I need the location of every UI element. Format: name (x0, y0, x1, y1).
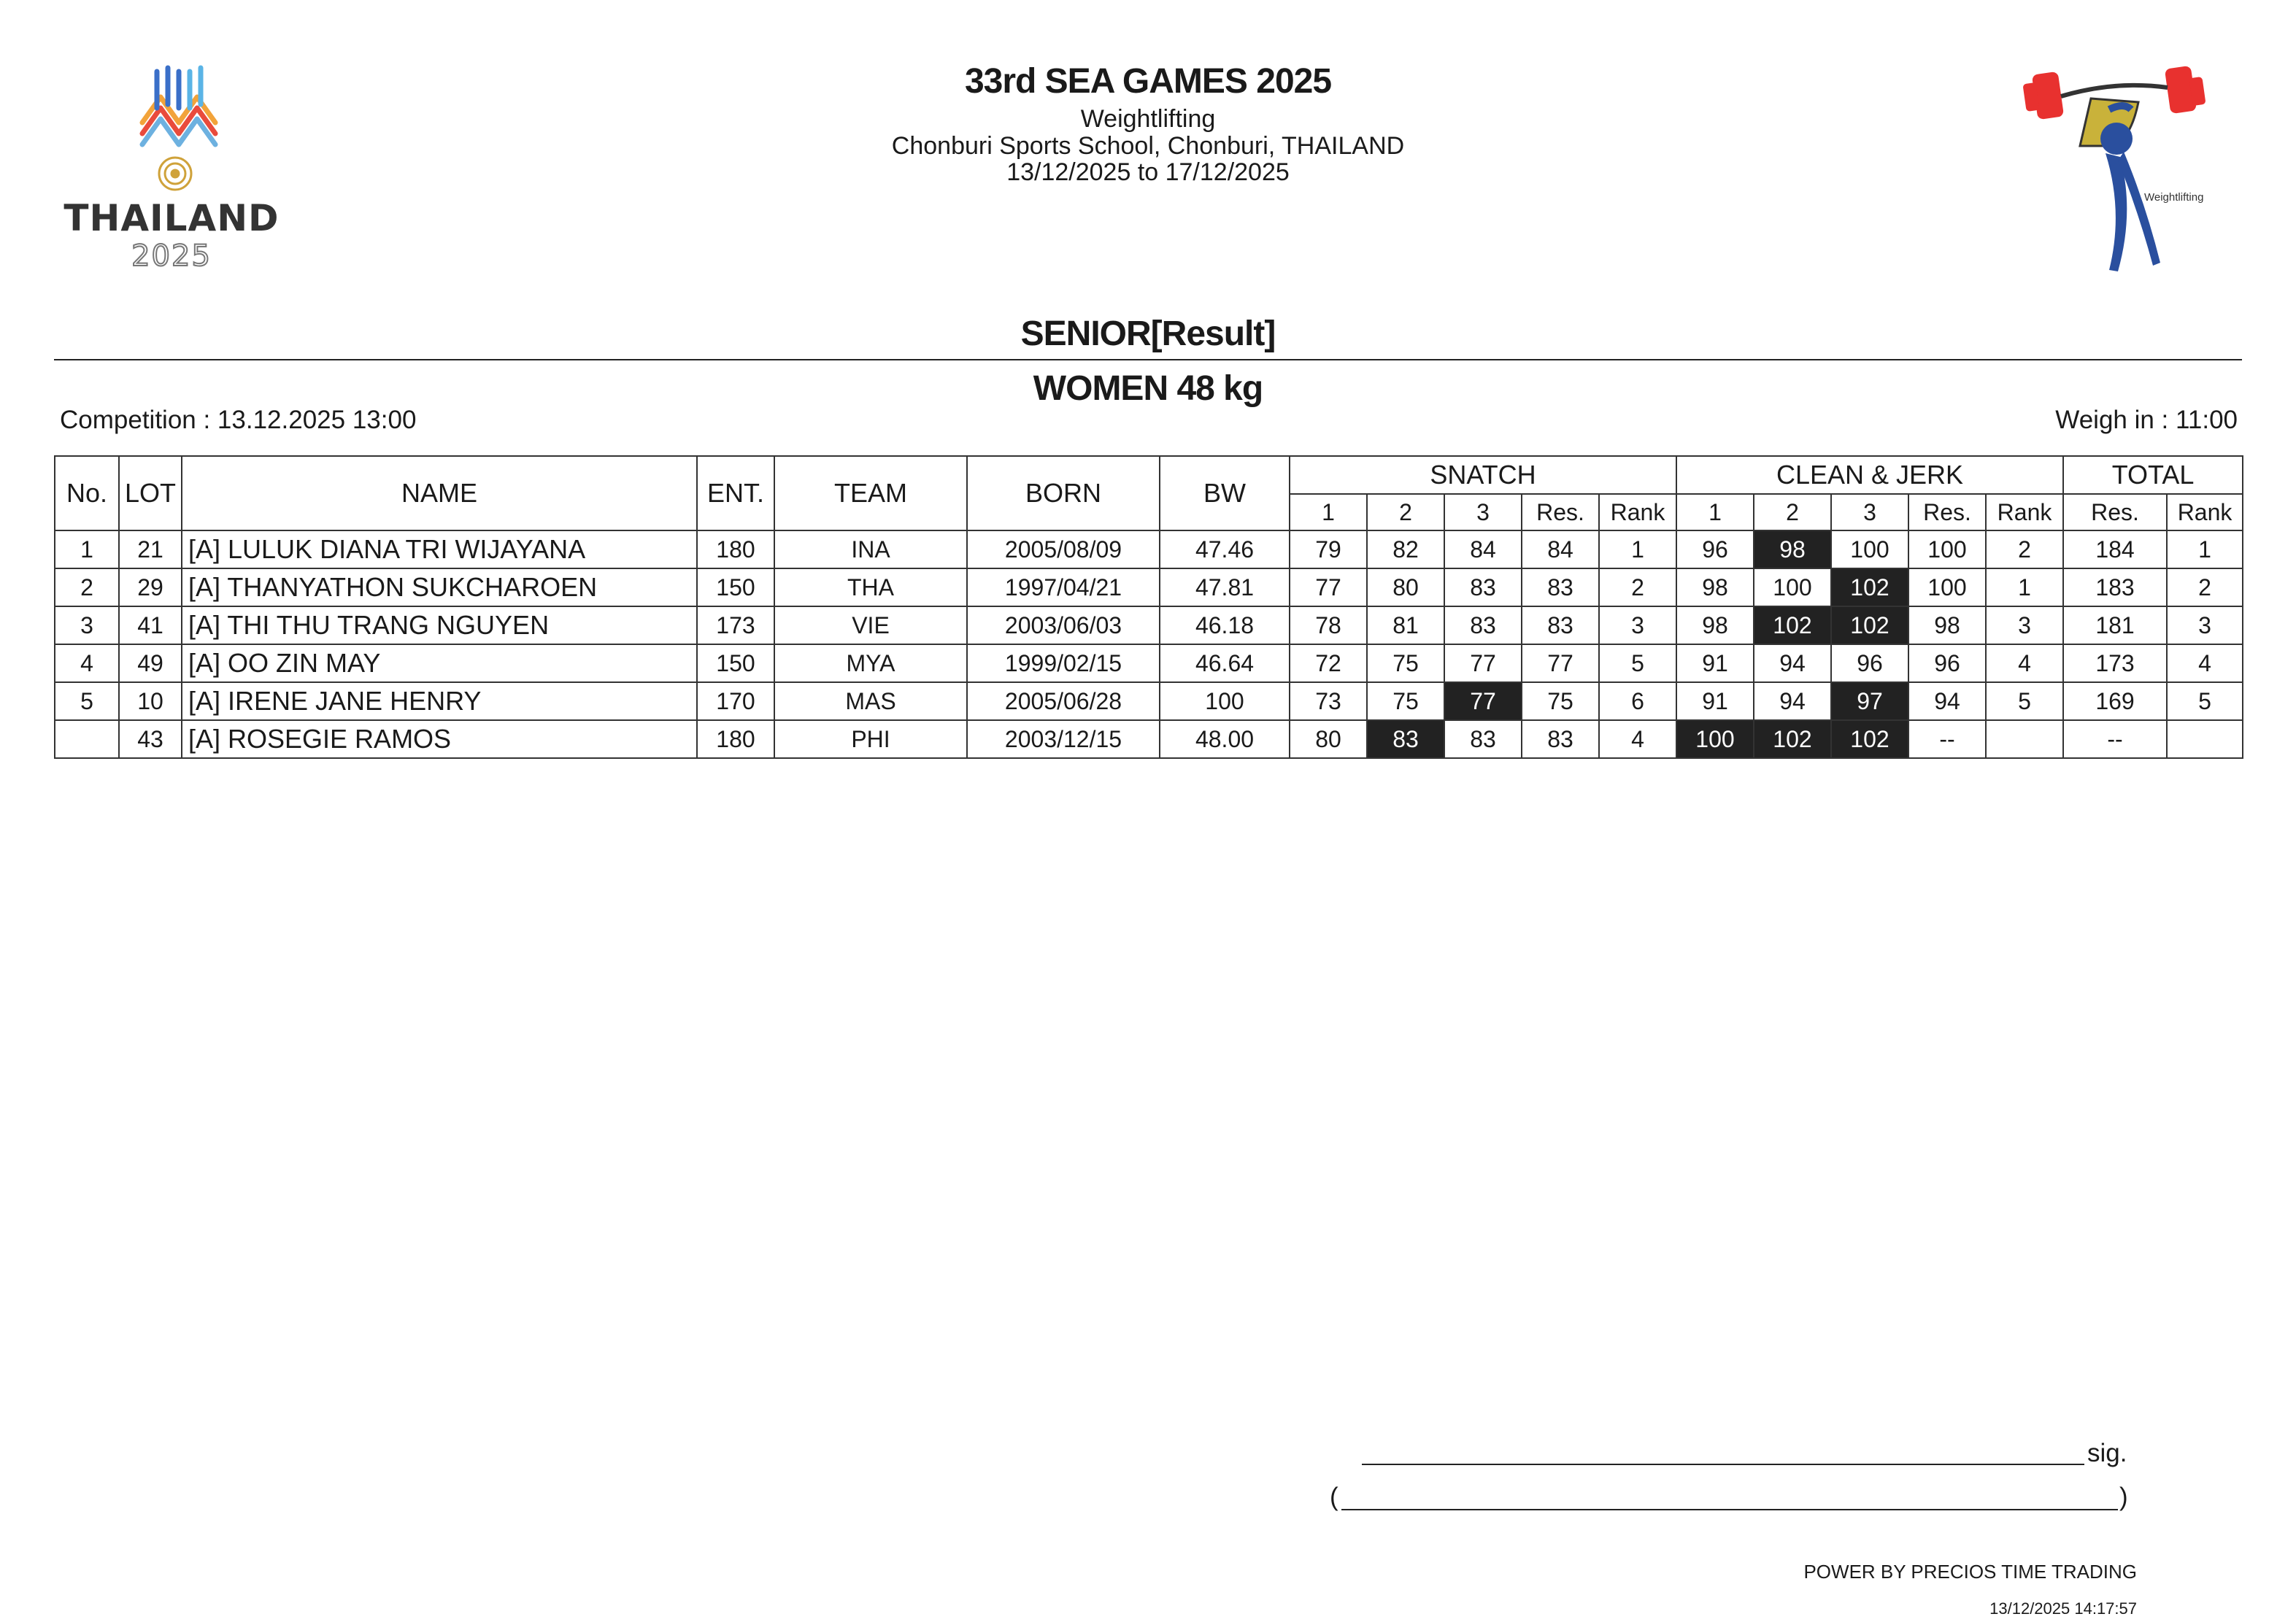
cell-cj-res: 98 (1908, 606, 1986, 644)
cell-team: PHI (774, 720, 967, 758)
col-header-cj-2: 2 (1754, 494, 1831, 530)
cell-lot: 10 (119, 682, 182, 720)
cell-snatch-2: 83 (1367, 720, 1444, 758)
cell-snatch-1: 72 (1290, 644, 1367, 682)
results-table (54, 455, 2243, 759)
competition-time: Competition : 13.12.2025 13:00 (60, 406, 417, 434)
header-divider (54, 359, 2242, 360)
cell-total-res: 181 (2063, 606, 2167, 644)
cell-ent: 180 (697, 720, 774, 758)
event-title: 33rd SEA GAMES 2025 (964, 62, 1332, 101)
cell-snatch-3: 84 (1444, 530, 1522, 568)
cell-cj-2: 98 (1754, 530, 1831, 568)
cell-snatch-2: 75 (1367, 644, 1444, 682)
col-header-snatch-2: 2 (1367, 494, 1444, 530)
col-header-total-rank: Rank (2167, 494, 2243, 530)
cell-cj-res: -- (1908, 720, 1986, 758)
event-dates: 13/12/2025 to 17/12/2025 (1006, 158, 1290, 186)
table-row (55, 530, 2243, 568)
cell-team: THA (774, 568, 967, 606)
cell-cj-rank: 1 (1986, 568, 2063, 606)
col-header-no: No. (55, 456, 119, 530)
cell-name: [A] ROSEGIE RAMOS (182, 720, 697, 758)
cell-cj-3: 102 (1831, 568, 1908, 606)
logo-country-text: THAILAND (63, 197, 280, 239)
cell-cj-1: 98 (1676, 606, 1754, 644)
signature-line (1362, 1464, 2084, 1465)
col-header-born: BORN (967, 456, 1160, 530)
col-group-total: TOTAL (2063, 456, 2243, 494)
cell-snatch-1: 79 (1290, 530, 1367, 568)
cell-cj-rank: 4 (1986, 644, 2063, 682)
cell-cj-2: 102 (1754, 606, 1831, 644)
cell-total-rank: 1 (2167, 530, 2243, 568)
col-group-clean-jerk: CLEAN & JERK (1676, 456, 2063, 494)
signature-label: sig. (2087, 1439, 2127, 1467)
cell-cj-1: 100 (1676, 720, 1754, 758)
cell-cj-1: 98 (1676, 568, 1754, 606)
cell-lot: 29 (119, 568, 182, 606)
cell-name: [A] THI THU TRANG NGUYEN (182, 606, 697, 644)
cell-snatch-rank: 3 (1599, 606, 1676, 644)
cell-total-rank: 2 (2167, 568, 2243, 606)
cell-ent: 150 (697, 568, 774, 606)
cell-bw: 47.46 (1160, 530, 1290, 568)
logo-weightlifting-text: Weightlifting (2144, 191, 2204, 204)
cell-total-res: -- (2063, 720, 2167, 758)
cell-cj-res: 100 (1908, 568, 1986, 606)
cell-bw: 100 (1160, 682, 1290, 720)
cell-snatch-1: 73 (1290, 682, 1367, 720)
cell-bw: 47.81 (1160, 568, 1290, 606)
cell-ent: 173 (697, 606, 774, 644)
col-header-cj-1: 1 (1676, 494, 1754, 530)
weigh-in-time: Weigh in : 11:00 (2055, 406, 2238, 434)
col-header-ent: ENT. (697, 456, 774, 530)
cell-name: [A] LULUK DIANA TRI WIJAYANA (182, 530, 697, 568)
col-header-lot: LOT (119, 456, 182, 530)
cell-cj-rank: 2 (1986, 530, 2063, 568)
cell-snatch-1: 77 (1290, 568, 1367, 606)
cell-total-rank (2167, 720, 2243, 758)
cell-snatch-rank: 1 (1599, 530, 1676, 568)
cell-cj-res: 96 (1908, 644, 1986, 682)
cell-lot: 21 (119, 530, 182, 568)
cell-snatch-res: 84 (1522, 530, 1599, 568)
cell-born: 1999/02/15 (967, 644, 1160, 682)
cell-ent: 150 (697, 644, 774, 682)
cell-cj-res: 100 (1908, 530, 1986, 568)
cell-snatch-1: 78 (1290, 606, 1367, 644)
cell-total-res: 183 (2063, 568, 2167, 606)
cell-team: VIE (774, 606, 967, 644)
logo-year-text: 2025 (131, 239, 212, 273)
cell-total-res: 173 (2063, 644, 2167, 682)
col-header-name: NAME (182, 456, 697, 530)
cell-born: 1997/04/21 (967, 568, 1160, 606)
cell-cj-2: 102 (1754, 720, 1831, 758)
table-row (55, 606, 2243, 644)
table-row (55, 568, 2243, 606)
cell-snatch-1: 80 (1290, 720, 1367, 758)
cell-lot: 43 (119, 720, 182, 758)
col-header-cj-res: Res. (1908, 494, 1986, 530)
cell-ent: 170 (697, 682, 774, 720)
col-header-snatch-1: 1 (1290, 494, 1367, 530)
name-paren-open: ( (1330, 1483, 1338, 1511)
cell-total-rank: 4 (2167, 644, 2243, 682)
event-venue: Chonburi Sports School, Chonburi, THAILAND (891, 132, 1405, 160)
cell-cj-3: 96 (1831, 644, 1908, 682)
cell-team: MYA (774, 644, 967, 682)
cell-cj-res: 94 (1908, 682, 1986, 720)
cell-name: [A] IRENE JANE HENRY (182, 682, 697, 720)
cell-snatch-3: 83 (1444, 720, 1522, 758)
cell-cj-1: 96 (1676, 530, 1754, 568)
cell-snatch-res: 75 (1522, 682, 1599, 720)
cell-cj-rank: 5 (1986, 682, 2063, 720)
cell-bw: 46.64 (1160, 644, 1290, 682)
cell-cj-1: 91 (1676, 682, 1754, 720)
results-body (55, 530, 2243, 758)
col-header-total-res: Res. (2063, 494, 2167, 530)
cell-cj-rank: 3 (1986, 606, 2063, 644)
category-title: SENIOR[Result] (1020, 314, 1276, 353)
cell-cj-2: 94 (1754, 644, 1831, 682)
cell-snatch-res: 77 (1522, 644, 1599, 682)
cell-snatch-3: 83 (1444, 606, 1522, 644)
table-row (55, 720, 2243, 758)
cell-total-res: 169 (2063, 682, 2167, 720)
cell-cj-2: 94 (1754, 682, 1831, 720)
cell-snatch-res: 83 (1522, 720, 1599, 758)
cell-snatch-3: 77 (1444, 682, 1522, 720)
cell-team: INA (774, 530, 967, 568)
cell-no: 5 (55, 682, 119, 720)
cell-snatch-2: 75 (1367, 682, 1444, 720)
cell-cj-2: 100 (1754, 568, 1831, 606)
col-group-snatch: SNATCH (1290, 456, 1676, 494)
cell-bw: 48.00 (1160, 720, 1290, 758)
cell-no (55, 720, 119, 758)
cell-name: [A] OO ZIN MAY (182, 644, 697, 682)
cell-snatch-rank: 2 (1599, 568, 1676, 606)
cell-snatch-rank: 5 (1599, 644, 1676, 682)
name-paren-close: ) (2119, 1483, 2128, 1511)
cell-total-res: 184 (2063, 530, 2167, 568)
cell-born: 2003/06/03 (967, 606, 1160, 644)
cell-snatch-3: 77 (1444, 644, 1522, 682)
table-row (55, 682, 2243, 720)
col-header-team: TEAM (774, 456, 967, 530)
cell-snatch-2: 80 (1367, 568, 1444, 606)
printed-timestamp: 13/12/2025 14:17:57 (1989, 1599, 2137, 1618)
cell-team: MAS (774, 682, 967, 720)
cell-snatch-2: 82 (1367, 530, 1444, 568)
event-sport: Weightlifting (1080, 105, 1216, 133)
table-row (55, 644, 2243, 682)
col-header-snatch-res: Res. (1522, 494, 1599, 530)
cell-cj-3: 102 (1831, 720, 1908, 758)
weight-class-title: WOMEN 48 kg (1033, 369, 1263, 408)
cell-no: 1 (55, 530, 119, 568)
powered-by-text: POWER BY PRECIOS TIME TRADING (1803, 1561, 2137, 1583)
cell-lot: 49 (119, 644, 182, 682)
col-header-cj-3: 3 (1831, 494, 1908, 530)
cell-born: 2005/06/28 (967, 682, 1160, 720)
cell-no: 2 (55, 568, 119, 606)
col-header-bw: BW (1160, 456, 1290, 530)
cell-total-rank: 3 (2167, 606, 2243, 644)
cell-cj-3: 97 (1831, 682, 1908, 720)
cell-ent: 180 (697, 530, 774, 568)
cell-born: 2005/08/09 (967, 530, 1160, 568)
cell-snatch-rank: 4 (1599, 720, 1676, 758)
cell-cj-rank (1986, 720, 2063, 758)
printed-name-line (1341, 1509, 2118, 1510)
cell-snatch-res: 83 (1522, 568, 1599, 606)
cell-born: 2003/12/15 (967, 720, 1160, 758)
cell-name: [A] THANYATHON SUKCHAROEN (182, 568, 697, 606)
cell-snatch-res: 83 (1522, 606, 1599, 644)
cell-cj-3: 100 (1831, 530, 1908, 568)
col-header-cj-rank: Rank (1986, 494, 2063, 530)
cell-lot: 41 (119, 606, 182, 644)
cell-cj-3: 102 (1831, 606, 1908, 644)
cell-no: 4 (55, 644, 119, 682)
cell-snatch-3: 83 (1444, 568, 1522, 606)
cell-bw: 46.18 (1160, 606, 1290, 644)
cell-cj-1: 91 (1676, 644, 1754, 682)
cell-snatch-rank: 6 (1599, 682, 1676, 720)
cell-no: 3 (55, 606, 119, 644)
cell-total-rank: 5 (2167, 682, 2243, 720)
cell-snatch-2: 81 (1367, 606, 1444, 644)
col-header-snatch-3: 3 (1444, 494, 1522, 530)
col-header-snatch-rank: Rank (1599, 494, 1676, 530)
